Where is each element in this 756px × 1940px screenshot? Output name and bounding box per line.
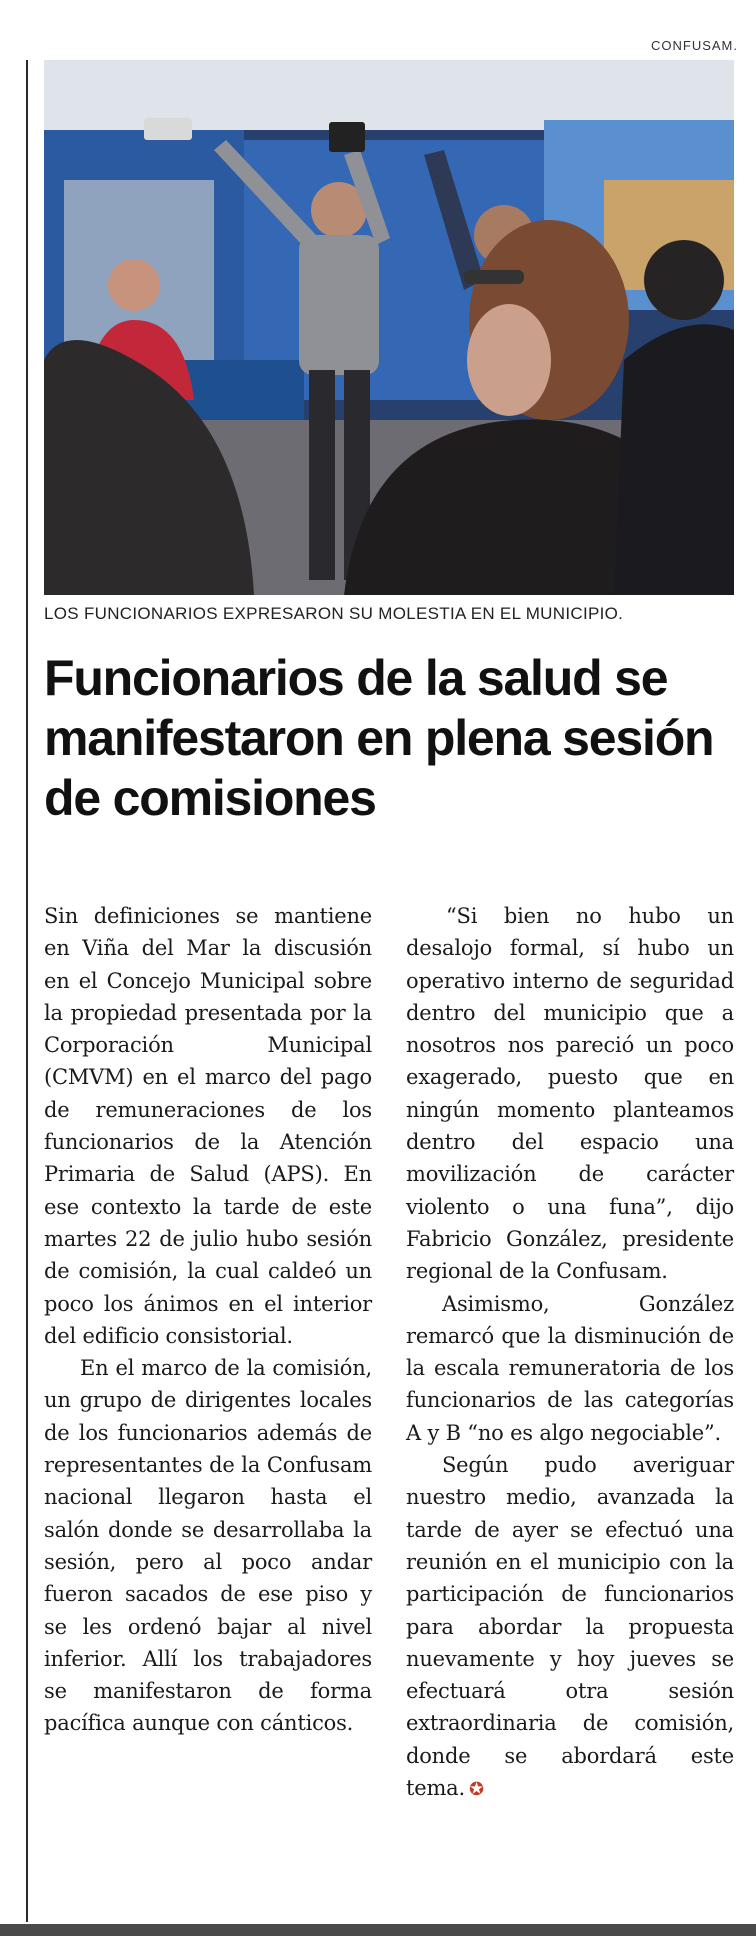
- photo-credit: CONFUSAM.: [651, 38, 738, 53]
- paragraph-final: [406, 1449, 734, 1806]
- paragraph: Asimismo, González remarcó que la disminución de la escala remuneratoria de los funcionarios de las categorías A y B “no es algo negociable”.: [406, 1291, 734, 1445]
- column-right: [406, 900, 734, 1910]
- headline: Funcionarios de la salud se manifestaron en plena sesión de comisiones: [44, 650, 714, 826]
- article-body: [44, 900, 734, 1910]
- news-photo: [44, 60, 734, 595]
- protest-photo-illustration: [44, 60, 734, 595]
- paragraph-final-text: Según pudo averiguar nuestro medio, avanzada la tarde de ayer se efectuó una reunión en el municipio con la participación de funcionarios para abordar la propuesta nuevamente y hoy jueves se efectuará otra sesión extraordinaria de comisión, donde se abordará este tema.: [406, 1453, 734, 1801]
- page-bottom-rule: [0, 1924, 756, 1936]
- end-of-article-icon: ✪: [468, 1779, 484, 1801]
- paragraph: En el marco de la comisión, un grupo de dirigentes locales de los funcionarios además de representantes de la Confusam nacional llegaron hasta el salón donde se desarrollaba la sesión, pero al poco andar fueron sacados de ese piso y se les ordenó bajar al nivel inferior. Allí los trabajadores se manifestaron de forma pacífica aunque con cánticos.: [44, 1356, 372, 1736]
- paragraph: “Si bien no hubo un desalojo formal, sí hubo un operativo interno de seguridad dentro del municipio que a nosotros nos pareció un poco exagerado, puesto que en ningún momento planteamos dentro del espacio una movilización de carácter violento o una funa”, dijo Fabricio González, presidente regional de la Confusam.: [406, 904, 734, 1284]
- paragraph: Sin definiciones se mantiene en Viña del Mar la discusión en el Concejo Municipal sobre la propiedad presentada por la Corporación Municipal (CMVM) en el marco del pago de remuneraciones de los funcionarios de la Atención Primaria de Salud (APS). En ese contexto la tarde de este martes 22 de julio hubo sesión de comisión, la cual caldeó un poco los ánimos en el interior del edificio consistorial.: [44, 904, 372, 1348]
- photo-caption: LOS FUNCIONARIOS EXPRESARON SU MOLESTIA EN EL MUNICIPIO.: [44, 604, 624, 623]
- column-rule: [26, 60, 28, 1922]
- column-left: [44, 900, 372, 1910]
